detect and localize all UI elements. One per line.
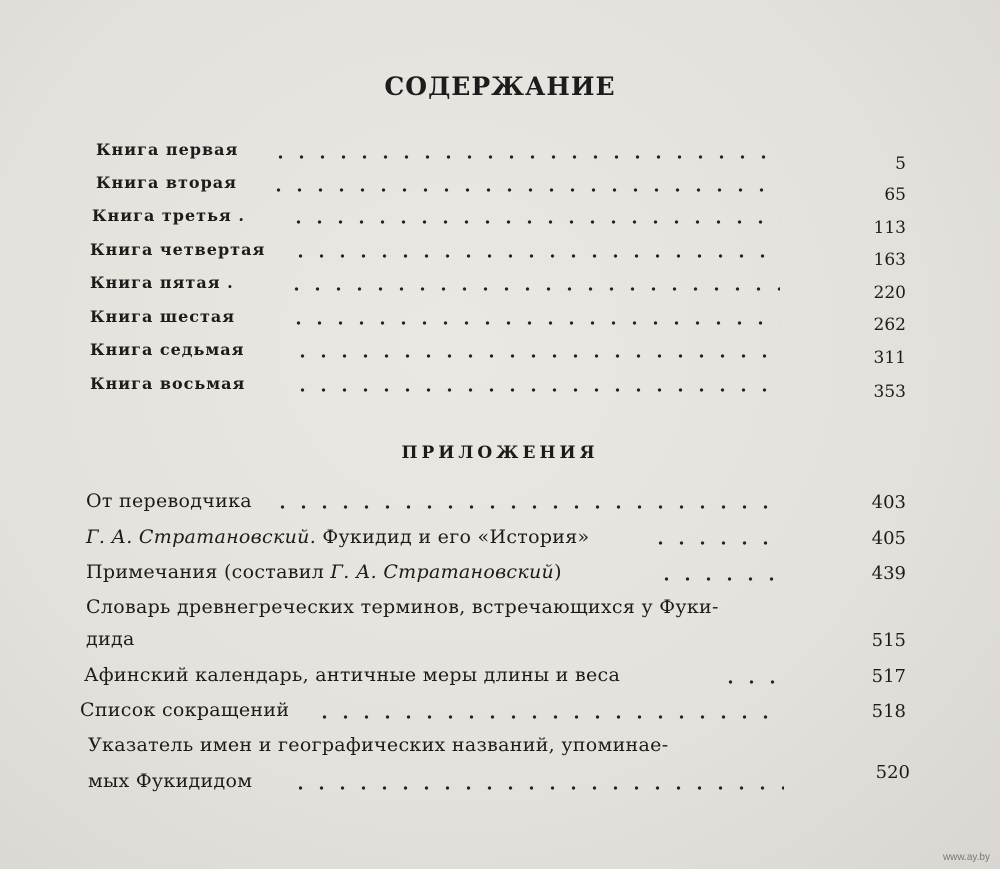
toc-label (86, 561, 562, 583)
toc-row-book-3 (0, 206, 1000, 238)
toc-page-number: 517 (871, 666, 906, 687)
toc-label: Словарь древнегреческих терминов, встречающихся у Фуки- (86, 596, 719, 618)
toc-row-book-6 (0, 307, 1000, 339)
leader-dots (270, 155, 780, 159)
leader-dots (290, 786, 784, 790)
toc-label: Книга пятая . (90, 273, 234, 292)
leader-dots (272, 505, 784, 509)
toc-row-glossary (0, 596, 1000, 656)
toc-label: Книга седьмая (90, 340, 245, 359)
toc-page-number: 403 (871, 492, 906, 513)
toc-page-number: 353 (873, 382, 906, 402)
notes-prefix: Примечания (составил (86, 561, 331, 583)
leader-dots (268, 188, 780, 192)
toc-page-number: 220 (873, 283, 906, 303)
toc-page-number: 515 (871, 630, 906, 651)
section-heading: ПРИЛОЖЕНИЯ (401, 443, 599, 463)
toc-label: Афинский календарь, античные меры длины и веса (84, 664, 621, 686)
toc-page-number: 520 (875, 762, 910, 783)
toc-page-number: 113 (873, 218, 906, 238)
leader-dots (292, 354, 780, 358)
toc-label: Список сокращений (80, 699, 290, 721)
toc-row-translator (0, 490, 1000, 522)
toc-page-number: 405 (871, 528, 906, 549)
toc-row-book-7 (0, 340, 1000, 372)
leader-dots (286, 287, 780, 291)
toc-label-continuation: дида (86, 628, 135, 650)
toc-page-number: 518 (871, 701, 906, 722)
toc-row-book-4 (0, 240, 1000, 272)
toc-label: Книга третья . (92, 206, 245, 225)
article-title: Фукидид и его «История» (316, 526, 590, 548)
leader-dots (292, 388, 780, 392)
toc-label: Указатель имен и географических названий, упоминае- (88, 734, 669, 756)
leader-dots (314, 715, 784, 719)
toc-row-book-8 (0, 374, 1000, 406)
leader-dots (288, 220, 780, 224)
toc-row-book-5 (0, 273, 1000, 305)
toc-page-number: 311 (873, 348, 906, 368)
watermark: www.ay.by (942, 852, 990, 863)
toc-label: Книга четвертая (90, 240, 266, 259)
toc-row-index (0, 734, 1000, 798)
toc-page-number: 5 (895, 154, 906, 174)
toc-label: Книга шестая (90, 307, 236, 326)
leader-dots (720, 680, 784, 684)
toc-label: Книга первая (96, 140, 239, 159)
toc-row-book-2 (0, 173, 1000, 205)
toc-row-stratanovsky (0, 526, 1000, 558)
toc-label: Книга вторая (96, 173, 237, 192)
leader-dots (288, 321, 780, 325)
toc-label (86, 526, 589, 548)
leader-dots (290, 254, 780, 258)
author-name: Г. А. Стратановский (330, 561, 555, 583)
toc-label: От переводчика (86, 490, 252, 512)
toc-row-notes (0, 561, 1000, 593)
toc-label-continuation: мых Фукидидом (88, 770, 253, 792)
author-name: Г. А. Стратановский. (86, 526, 317, 548)
toc-row-book-1 (0, 140, 1000, 172)
toc-row-calendar (0, 664, 1000, 696)
toc-page-number: 439 (871, 563, 906, 584)
leader-dots (656, 577, 784, 581)
page-title: СОДЕРЖАНИЕ (384, 72, 616, 101)
notes-suffix: ) (554, 561, 562, 583)
toc-label: Книга восьмая (90, 374, 246, 393)
leader-dots (650, 541, 784, 545)
toc-page-number: 163 (873, 250, 906, 270)
toc-page-number: 262 (873, 315, 906, 335)
toc-row-abbreviations (0, 699, 1000, 731)
toc-page-number: 65 (884, 185, 906, 205)
